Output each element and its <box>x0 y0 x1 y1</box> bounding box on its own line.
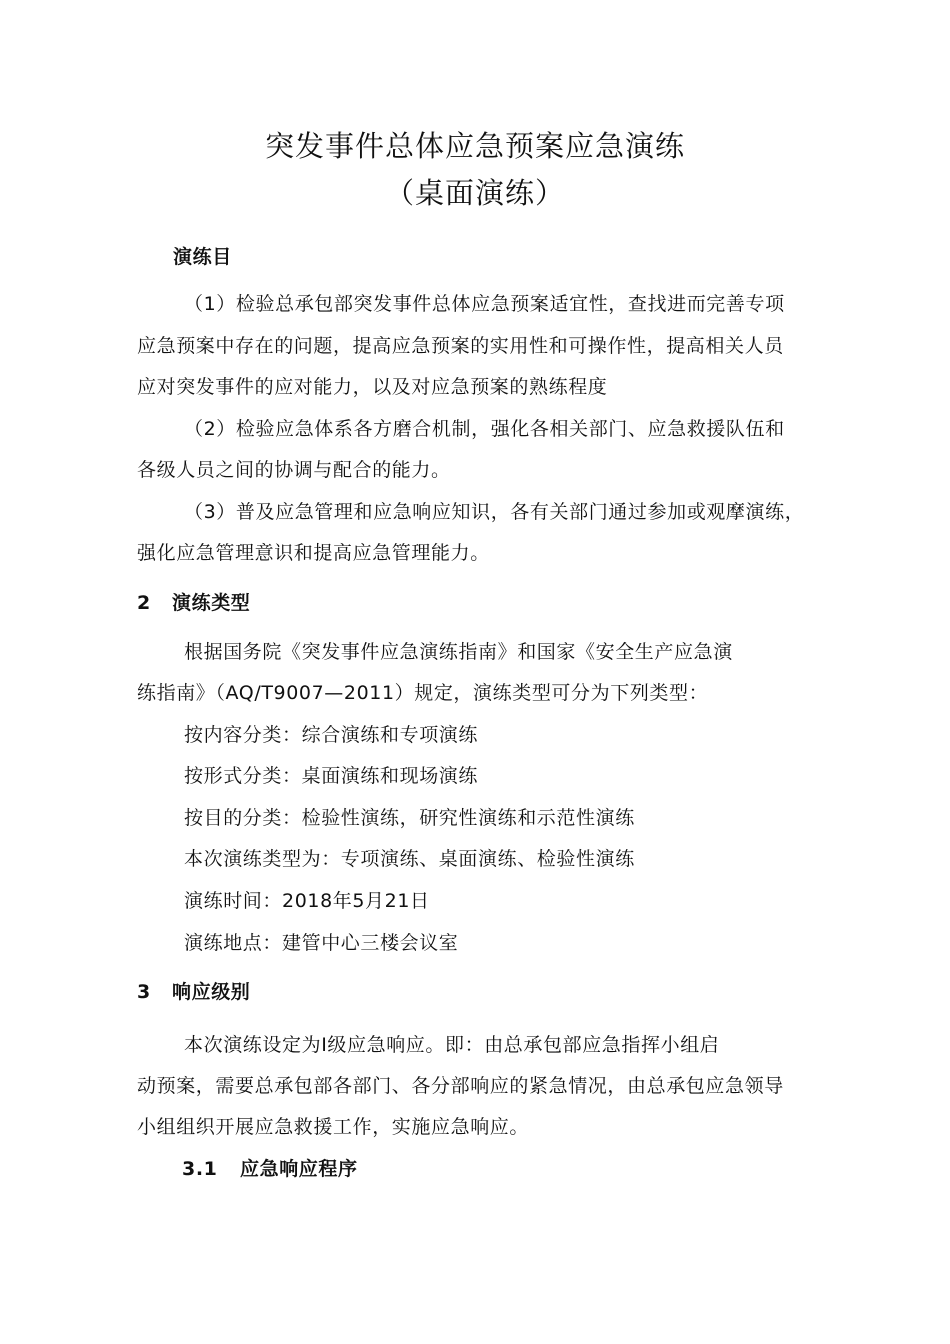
section3-1-number: 3.1 <box>182 1158 218 1180</box>
section3-number: 3 <box>137 981 151 1003</box>
section1-item2-line2: 各级人员之间的协调与配合的能力。 <box>137 459 451 481</box>
document-title: 突发事件总体应急预案应急演练 <box>264 129 685 163</box>
section3-1-heading: 应急响应程序 <box>240 1158 358 1180</box>
section2-item-form: 按形式分类：桌面演练和现场演练 <box>184 765 479 787</box>
section3-para-line1: 本次演练设定为Ⅰ级应急响应。即：由总承包部应急指挥小组启 <box>184 1034 720 1056</box>
section1-item1-line3: 应对突发事件的应对能力，以及对应急预案的熟练程度 <box>137 376 608 398</box>
section2-item-purpose: 按目的分类：检验性演练，研究性演练和示范性演练 <box>184 807 635 829</box>
section1-item1-line2: 应急预案中存在的问题，提高应急预案的实用性和可操作性，提高相关人员 <box>137 335 784 357</box>
section3-heading: 响应级别 <box>172 981 251 1003</box>
section2-para-line2: 练指南》（AQ/T9007—2011）规定，演练类型可分为下列类型： <box>137 682 709 704</box>
section2-heading-row <box>137 588 250 615</box>
section2-item-content: 按内容分类：综合演练和专项演练 <box>184 724 479 746</box>
section1-item2-line1: （2）检验应急体系各方磨合机制，强化各相关部门、应急救援队伍和 <box>184 418 785 440</box>
section1-item3-line1: （3）普及应急管理和应急响应知识，各有关部门通过参加或观摩演练， <box>184 501 805 523</box>
section2-number: 2 <box>137 592 151 614</box>
section2-item-location: 演练地点：建管中心三楼会议室 <box>184 932 459 954</box>
document-subtitle: （桌面演练） <box>384 176 565 210</box>
section3-heading-row <box>137 977 250 1004</box>
section1-item1-line1: （1）检验总承包部突发事件总体应急预案适宜性，查找进而完善专项 <box>184 293 785 315</box>
section3-1-heading-row <box>182 1154 358 1181</box>
section2-para-line1: 根据国务院《突发事件应急演练指南》和国家《安全生产应急演 <box>184 641 733 663</box>
section3-para-line2: 动预案，需要总承包部各部门、各分部响应的紧急情况，由总承包应急领导 <box>137 1075 784 1097</box>
section2-item-this-type: 本次演练类型为：专项演练、桌面演练、检验性演练 <box>184 848 635 870</box>
section1-heading: 演练目 <box>173 246 232 268</box>
section2-heading: 演练类型 <box>172 592 251 614</box>
section3-para-line3: 小组组织开展应急救援工作，实施应急响应。 <box>137 1116 530 1138</box>
section2-item-time: 演练时间：2018年5月21日 <box>184 890 430 912</box>
section1-item3-line2: 强化应急管理意识和提高应急管理能力。 <box>137 542 490 564</box>
